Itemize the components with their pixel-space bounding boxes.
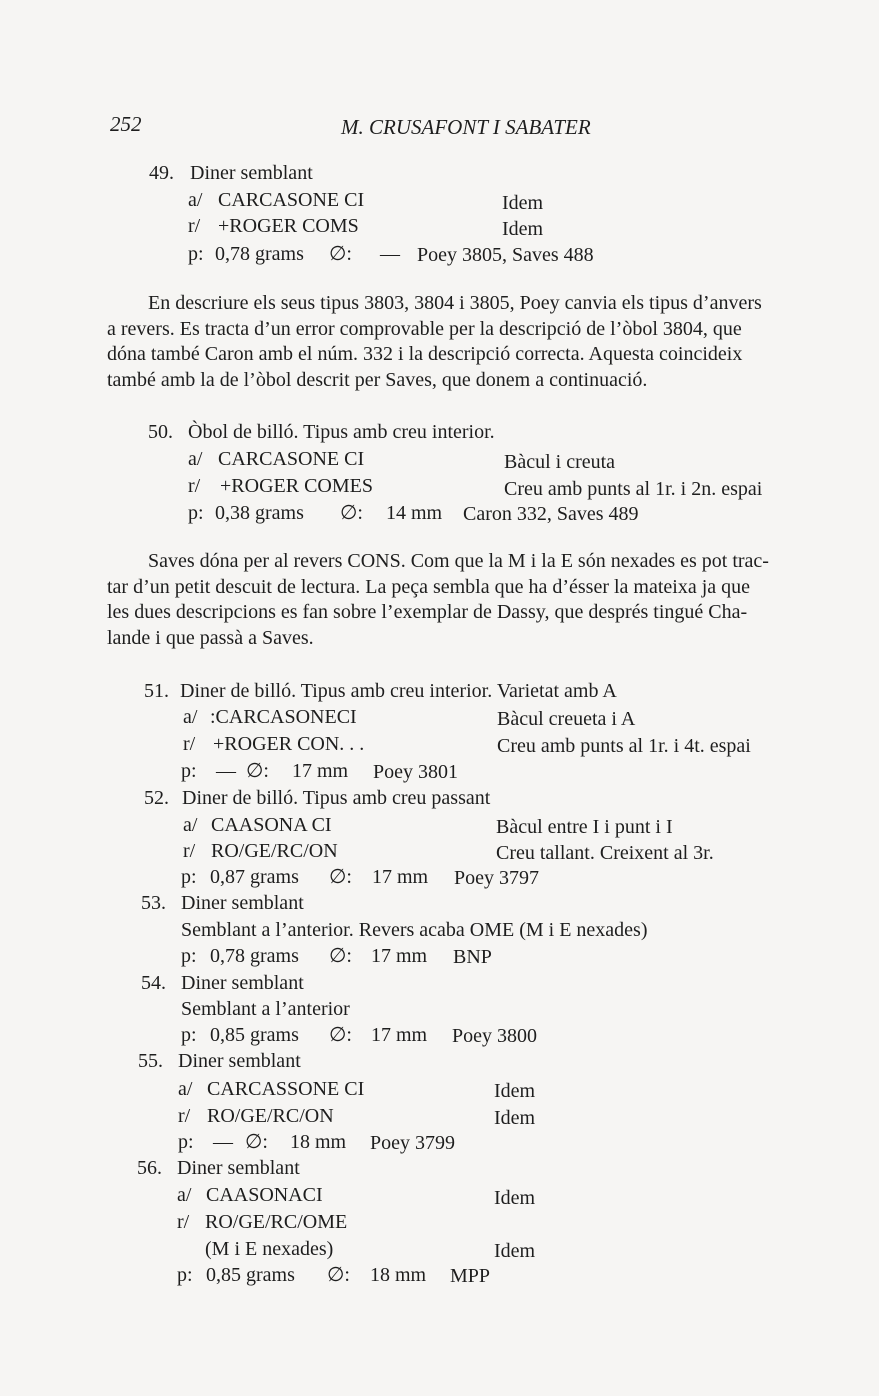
diameter-icon: ∅: [329, 945, 352, 967]
weight-value: 0,78 grams [215, 243, 304, 265]
line-legend: +ROGER COMS [218, 215, 359, 237]
line-description: Creu amb punts al 1r. i 2n. espai [504, 478, 763, 500]
line-description: Idem [494, 1080, 536, 1102]
line-label: p: [188, 243, 204, 265]
line-legend: RO/GE/RC/OME [205, 1211, 348, 1233]
line-label: p: [181, 1024, 197, 1046]
diameter-value: — [380, 243, 400, 265]
line-label: r/ [188, 215, 201, 237]
entry-title: Diner semblant [190, 162, 313, 184]
line-label: p: [181, 945, 197, 967]
entry-number: 55. [138, 1050, 163, 1072]
line-label: a/ [183, 706, 198, 728]
diameter-value: 17 mm [292, 760, 349, 782]
reference: MPP [450, 1265, 491, 1287]
line-legend: +ROGER COMES [220, 475, 373, 497]
line-label: a/ [177, 1184, 192, 1206]
paragraph-line: lande i que passà a Saves. [107, 626, 314, 649]
entry-title: Diner semblant [178, 1050, 301, 1072]
diameter-icon: ∅: [246, 760, 269, 782]
diameter-value: 17 mm [371, 945, 428, 967]
line-label: p: [188, 502, 204, 524]
entry-number: 56. [137, 1157, 162, 1179]
entry-number: 50. [148, 421, 173, 443]
line-description: Bàcul entre I i punt i I [496, 816, 673, 838]
entry-number: 51. [144, 680, 169, 702]
weight-value: 0,78 grams [210, 945, 299, 967]
entry-title: Diner semblant [181, 972, 304, 994]
paragraph-line: tar d’un petit descuit de lectura. La peça sembla que ha d’ésser la mateixa ja que [107, 575, 751, 598]
line-description: Bàcul i creuta [504, 451, 616, 473]
entry-title: Diner semblant [177, 1157, 300, 1179]
reference: Caron 332, Saves 489 [463, 503, 639, 525]
reference: BNP [453, 946, 492, 968]
line-label: p: [181, 760, 197, 782]
line-legend: CARCASSONE CI [207, 1078, 365, 1100]
line-label: a/ [183, 814, 198, 836]
paragraph-line: dóna també Caron amb el núm. 332 i la descripció correcta. Aquesta coincideix [107, 343, 743, 365]
line-label: r/ [183, 733, 196, 755]
diameter-icon: ∅: [340, 502, 363, 524]
weight-value: — [216, 760, 236, 782]
paragraph-line: a revers. Es tracta d’un error comprovable per la descripció de l’òbol 3804, que [107, 317, 742, 340]
diameter-value: 17 mm [372, 866, 429, 888]
running-title: M. CRUSAFONT I SABATER [341, 115, 591, 139]
line-description: Idem [494, 1187, 536, 1209]
weight-value: 0,38 grams [215, 502, 304, 524]
line-description: Creu tallant. Creixent al 3r. [496, 842, 714, 864]
paragraph-line: també amb la de l’òbol descrit per Saves, que donem a continuació. [107, 368, 648, 391]
line-label: a/ [188, 448, 203, 470]
paragraph-line: Saves dóna per al revers CONS. Com que la M i la E són nexades es pot trac- [148, 550, 769, 572]
line-legend: CARCASONE CI [218, 448, 365, 470]
line-label: r/ [178, 1105, 191, 1127]
entry-note: Semblant a l’anterior [181, 998, 350, 1020]
diameter-value: 14 mm [386, 502, 443, 524]
weight-value: 0,87 grams [210, 866, 299, 888]
diameter-icon: ∅: [245, 1131, 268, 1153]
weight-value: 0,85 grams [210, 1024, 299, 1046]
entry-title: Diner de billó. Tipus amb creu interior. Varietat amb A [180, 680, 617, 702]
diameter-value: 18 mm [370, 1264, 427, 1286]
line-label: r/ [183, 840, 196, 862]
paragraph-line: En descriure els seus tipus 3803, 3804 i 3805, Poey canvia els tipus d’anvers [148, 292, 762, 314]
line-legend: +ROGER CON. . . [213, 733, 365, 755]
reference: Poey 3800 [452, 1025, 537, 1047]
entry-title: Diner semblant [181, 892, 304, 914]
line-description: Idem [494, 1107, 536, 1129]
diameter-value: 18 mm [290, 1131, 347, 1153]
entry-title: Diner de billó. Tipus amb creu passant [182, 787, 491, 809]
reference: Poey 3799 [370, 1132, 455, 1154]
line-description: Idem [502, 192, 544, 214]
line-description: Bàcul creueta i A [497, 708, 636, 730]
page-number: 252 [110, 112, 142, 136]
line-legend: (M i E nexades) [205, 1238, 334, 1260]
entry-title: Òbol de billó. Tipus amb creu interior. [188, 421, 495, 443]
reference: Poey 3797 [454, 867, 539, 889]
line-legend: :CARCASONECI [210, 706, 357, 728]
diameter-icon: ∅: [329, 243, 352, 265]
line-label: p: [181, 866, 197, 888]
line-label: r/ [177, 1211, 190, 1233]
line-legend: RO/GE/RC/ON [207, 1105, 334, 1127]
entry-note: Semblant a l’anterior. Revers acaba OME (M i E nexades) [181, 919, 648, 941]
entry-number: 54. [141, 972, 166, 994]
line-description: Idem [502, 218, 544, 240]
diameter-icon: ∅: [327, 1264, 350, 1286]
line-legend: CAASONA CI [211, 814, 332, 836]
entry-number: 49. [149, 162, 174, 184]
entry-number: 52. [144, 787, 169, 809]
weight-value: — [213, 1131, 233, 1153]
weight-value: 0,85 grams [206, 1264, 295, 1286]
line-description: Idem [494, 1240, 536, 1262]
line-legend: CAASONACI [206, 1184, 323, 1206]
reference: Poey 3801 [373, 761, 458, 783]
line-description: Creu amb punts al 1r. i 4t. espai [497, 735, 751, 757]
reference: Poey 3805, Saves 488 [417, 244, 594, 266]
line-label: p: [177, 1264, 193, 1286]
line-label: r/ [188, 475, 201, 497]
commentary-paragraph [107, 291, 847, 393]
line-label: p: [178, 1131, 194, 1153]
line-label: a/ [188, 189, 203, 211]
paragraph-line: les dues descripcions es fan sobre l’exemplar de Dassy, que després tingué Cha- [107, 601, 748, 623]
line-label: a/ [178, 1078, 193, 1100]
diameter-icon: ∅: [329, 866, 352, 888]
diameter-value: 17 mm [371, 1024, 428, 1046]
commentary-paragraph [107, 549, 847, 651]
line-legend: RO/GE/RC/ON [211, 840, 338, 862]
line-legend: CARCASONE CI [218, 189, 365, 211]
diameter-icon: ∅: [329, 1024, 352, 1046]
entry-number: 53. [141, 892, 166, 914]
